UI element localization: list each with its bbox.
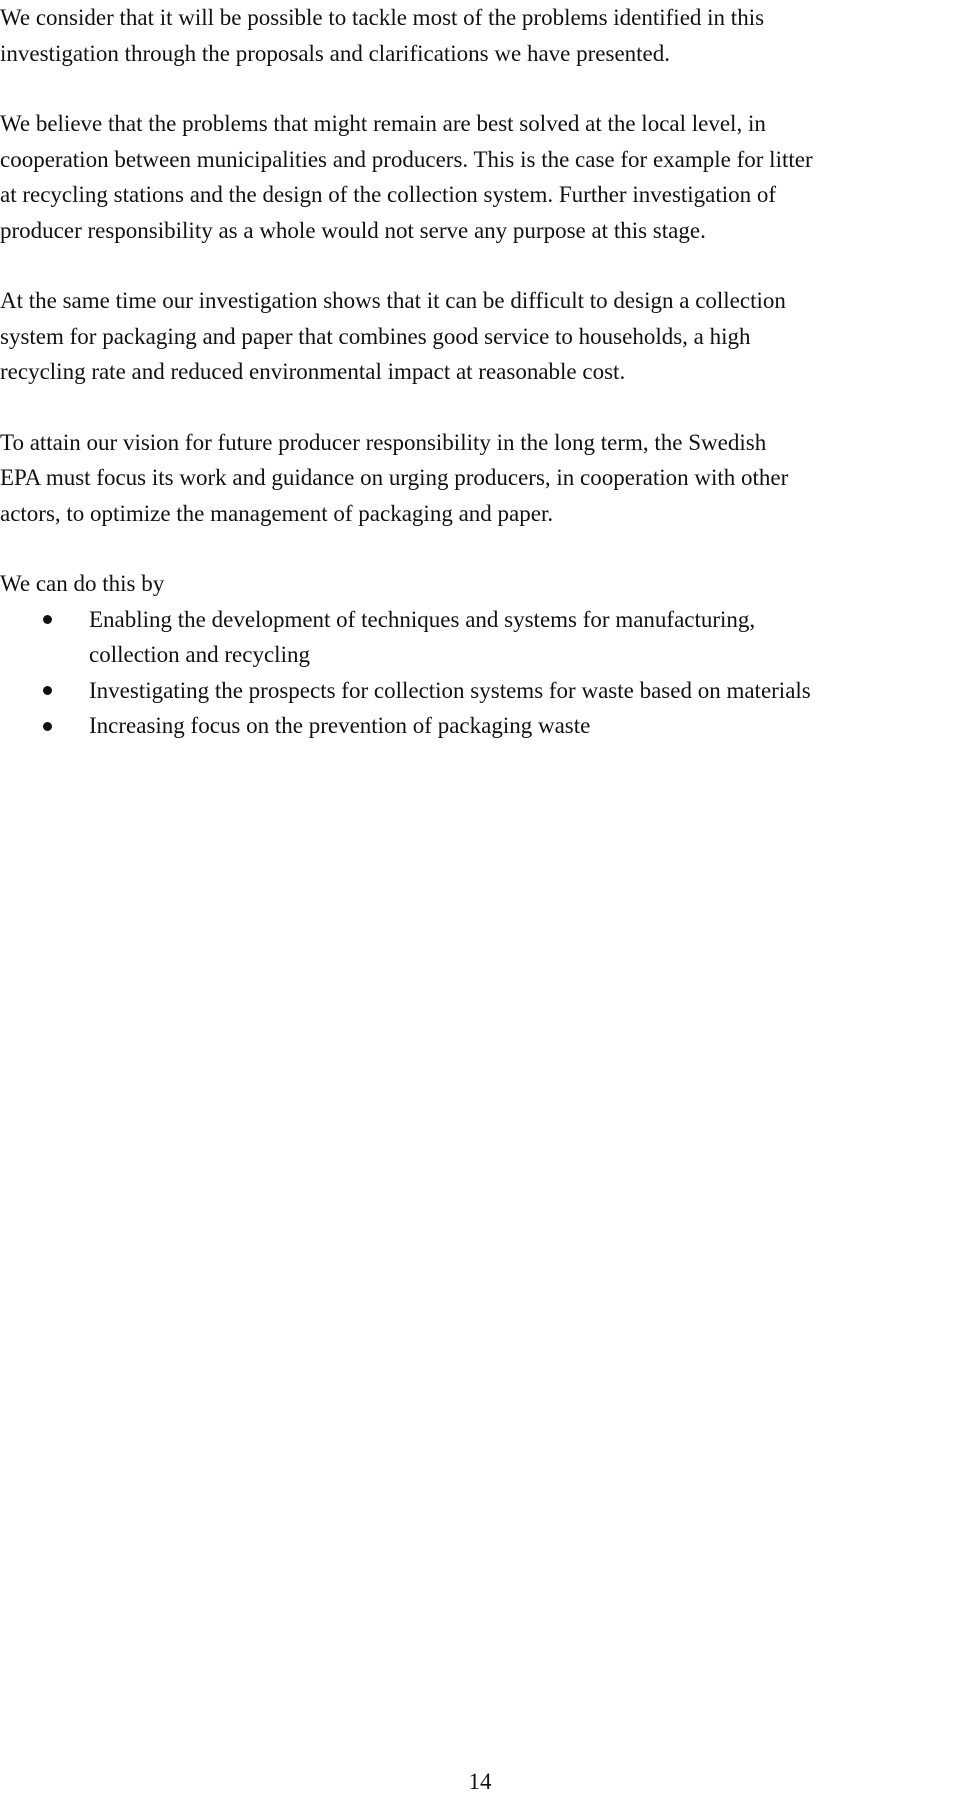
paragraph-1 xyxy=(0,0,950,71)
bullet-item xyxy=(0,708,950,744)
bullet-item xyxy=(0,602,950,673)
paragraph-line: at recycling stations and the design of the collection system. Further investigation of xyxy=(0,182,777,207)
bullet-line: Enabling the development of techniques and systems for manufacturing, xyxy=(89,606,756,632)
bullet-icon xyxy=(43,722,52,731)
paragraph-spacer xyxy=(0,390,950,425)
paragraph-line: To attain our vision for future producer responsibility in the long term, the Swedish xyxy=(0,429,767,455)
paragraph-line: recycling rate and reduced environmental impact at reasonable cost. xyxy=(0,359,626,384)
paragraph-spacer xyxy=(0,71,950,106)
paragraph-line: actors, to optimize the management of packaging and paper. xyxy=(0,500,554,526)
page-body xyxy=(0,0,950,744)
bullet-item xyxy=(0,673,950,709)
bullet-icon xyxy=(43,615,52,624)
bullet-line: Increasing focus on the prevention of packaging waste xyxy=(89,713,591,738)
page-number: 14 xyxy=(468,1769,492,1794)
paragraph-line: At the same time our investigation shows that it can be difficult to design a collection xyxy=(0,288,786,313)
paragraph-line: producer responsibility as a whole would not serve any purpose at this stage. xyxy=(0,217,706,243)
paragraph-spacer xyxy=(0,531,950,566)
paragraph-line: We consider that it will be possible to tackle most of the problems identified in this xyxy=(0,5,765,30)
bullet-icon xyxy=(43,686,52,695)
paragraph-4 xyxy=(0,425,950,532)
paragraph-line: investigation through the proposals and clarifications we have presented. xyxy=(0,40,670,66)
paragraph-line: EPA must focus its work and guidance on urging producers, in cooperation with other xyxy=(0,465,789,490)
bullet-line: collection and recycling xyxy=(89,642,310,667)
paragraph-3 xyxy=(0,283,950,390)
bullet-list xyxy=(0,602,950,744)
paragraph-line: system for packaging and paper that combines good service to households, a high xyxy=(0,323,751,349)
bullet-line: Investigating the prospects for collection systems for waste based on materials xyxy=(89,677,811,703)
paragraph-2 xyxy=(0,106,950,248)
paragraph-spacer xyxy=(0,248,950,283)
paragraph-line: We believe that the problems that might remain are best solved at the local level, in xyxy=(0,111,766,136)
list-intro: We can do this by xyxy=(0,571,165,596)
paragraph-line: cooperation between municipalities and producers. This is the case for example for litter xyxy=(0,146,813,172)
